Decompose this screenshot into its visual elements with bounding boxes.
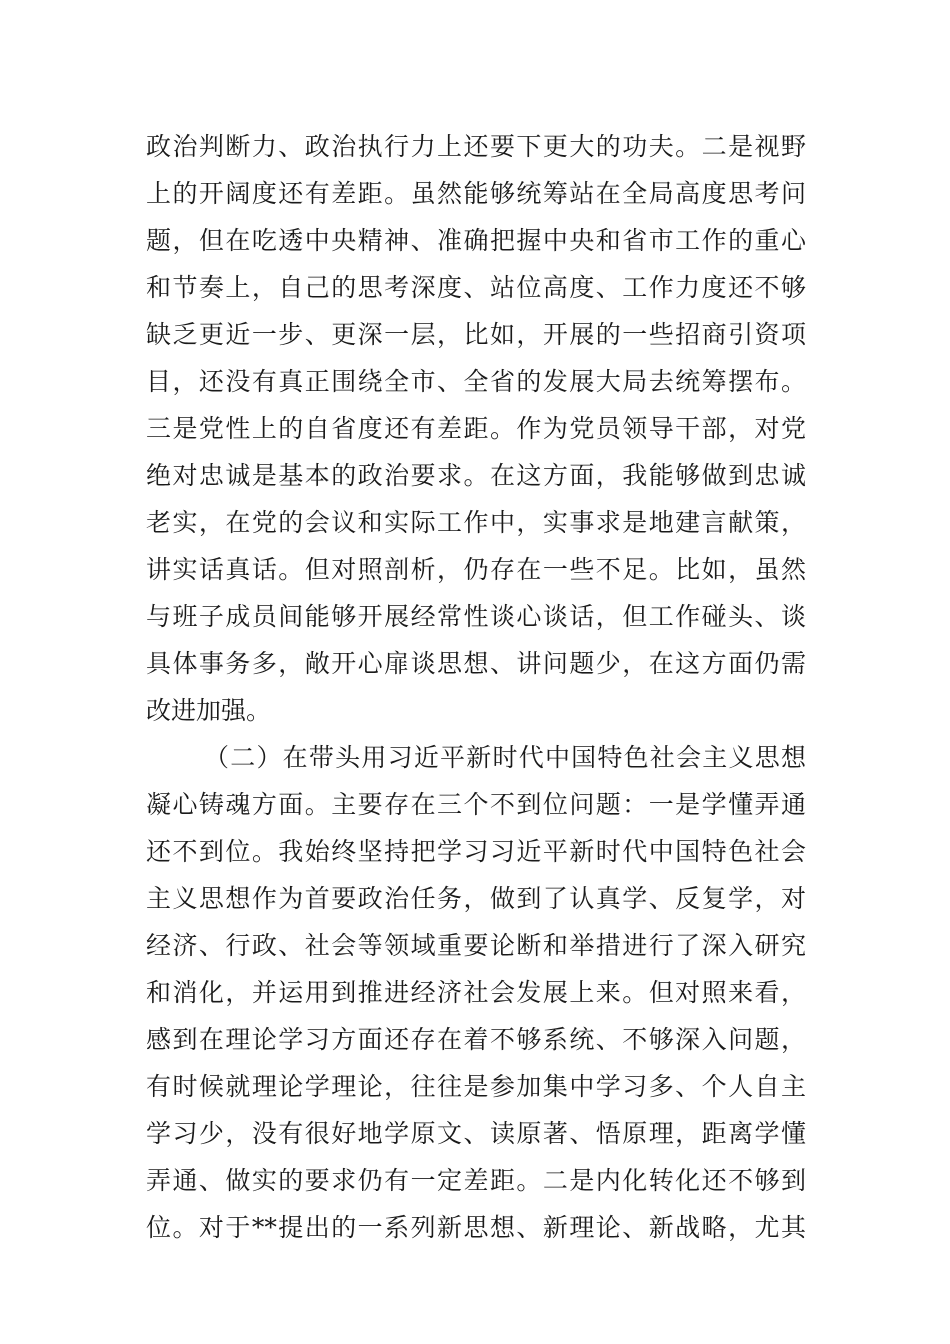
text-line: 和节奏上，自己的思考深度、站位高度、工作力度还不够 bbox=[146, 273, 806, 302]
text-line: 讲实话真话。但对照剖析，仍存在一些不足。比如，虽然 bbox=[146, 555, 806, 584]
text-line: 还不到位。我始终坚持把学习习近平新时代中国特色社会 bbox=[146, 837, 806, 866]
text-line: 感到在理论学习方面还存在着不够系统、不够深入问题， bbox=[146, 1025, 806, 1054]
text-line: 上的开阔度还有差距。虽然能够统筹站在全局高度思考问 bbox=[146, 179, 806, 208]
text-line: 目，还没有真正围绕全市、全省的发展大局去统筹摆布。 bbox=[146, 367, 806, 396]
text-line: 经济、行政、社会等领域重要论断和举措进行了深入研究 bbox=[146, 931, 806, 960]
text-line: 缺乏更近一步、更深一层，比如，开展的一些招商引资项 bbox=[146, 320, 806, 349]
text-line: 位。对于**提出的一系列新思想、新理论、新战略，尤其 bbox=[146, 1213, 806, 1242]
text-line: 学习少，没有很好地学原文、读原著、悟原理，距离学懂 bbox=[146, 1119, 806, 1148]
text-line: 具体事务多，敞开心扉谈思想、讲问题少，在这方面仍需 bbox=[146, 649, 806, 678]
text-line: （二）在带头用习近平新时代中国特色社会主义思想 bbox=[204, 743, 806, 772]
text-line: 主义思想作为首要政治任务，做到了认真学、反复学，对 bbox=[146, 884, 806, 913]
text-line: 有时候就理论学理论，往往是参加集中学习多、个人自主 bbox=[146, 1072, 806, 1101]
paragraph-1 bbox=[146, 123, 806, 734]
text-line: 三是党性上的自省度还有差距。作为党员领导干部，对党 bbox=[146, 414, 806, 443]
text-line: 弄通、做实的要求仍有一定差距。二是内化转化还不够到 bbox=[146, 1166, 806, 1195]
text-line: 凝心铸魂方面。主要存在三个不到位问题：一是学懂弄通 bbox=[146, 790, 806, 819]
text-line: 改进加强。 bbox=[146, 696, 272, 725]
text-line: 政治判断力、政治执行力上还要下更大的功夫。二是视野 bbox=[146, 132, 806, 161]
text-line: 绝对忠诚是基本的政治要求。在这方面，我能够做到忠诚 bbox=[146, 461, 806, 490]
text-line: 题，但在吃透中央精神、准确把握中央和省市工作的重心 bbox=[146, 226, 806, 255]
text-line: 与班子成员间能够开展经常性谈心谈话，但工作碰头、谈 bbox=[146, 602, 806, 631]
text-line: 老实，在党的会议和实际工作中，实事求是地建言献策， bbox=[146, 508, 806, 537]
paragraph-2 bbox=[146, 734, 806, 1251]
body-text bbox=[146, 123, 806, 1251]
text-line: 和消化，并运用到推进经济社会发展上来。但对照来看， bbox=[146, 978, 806, 1007]
